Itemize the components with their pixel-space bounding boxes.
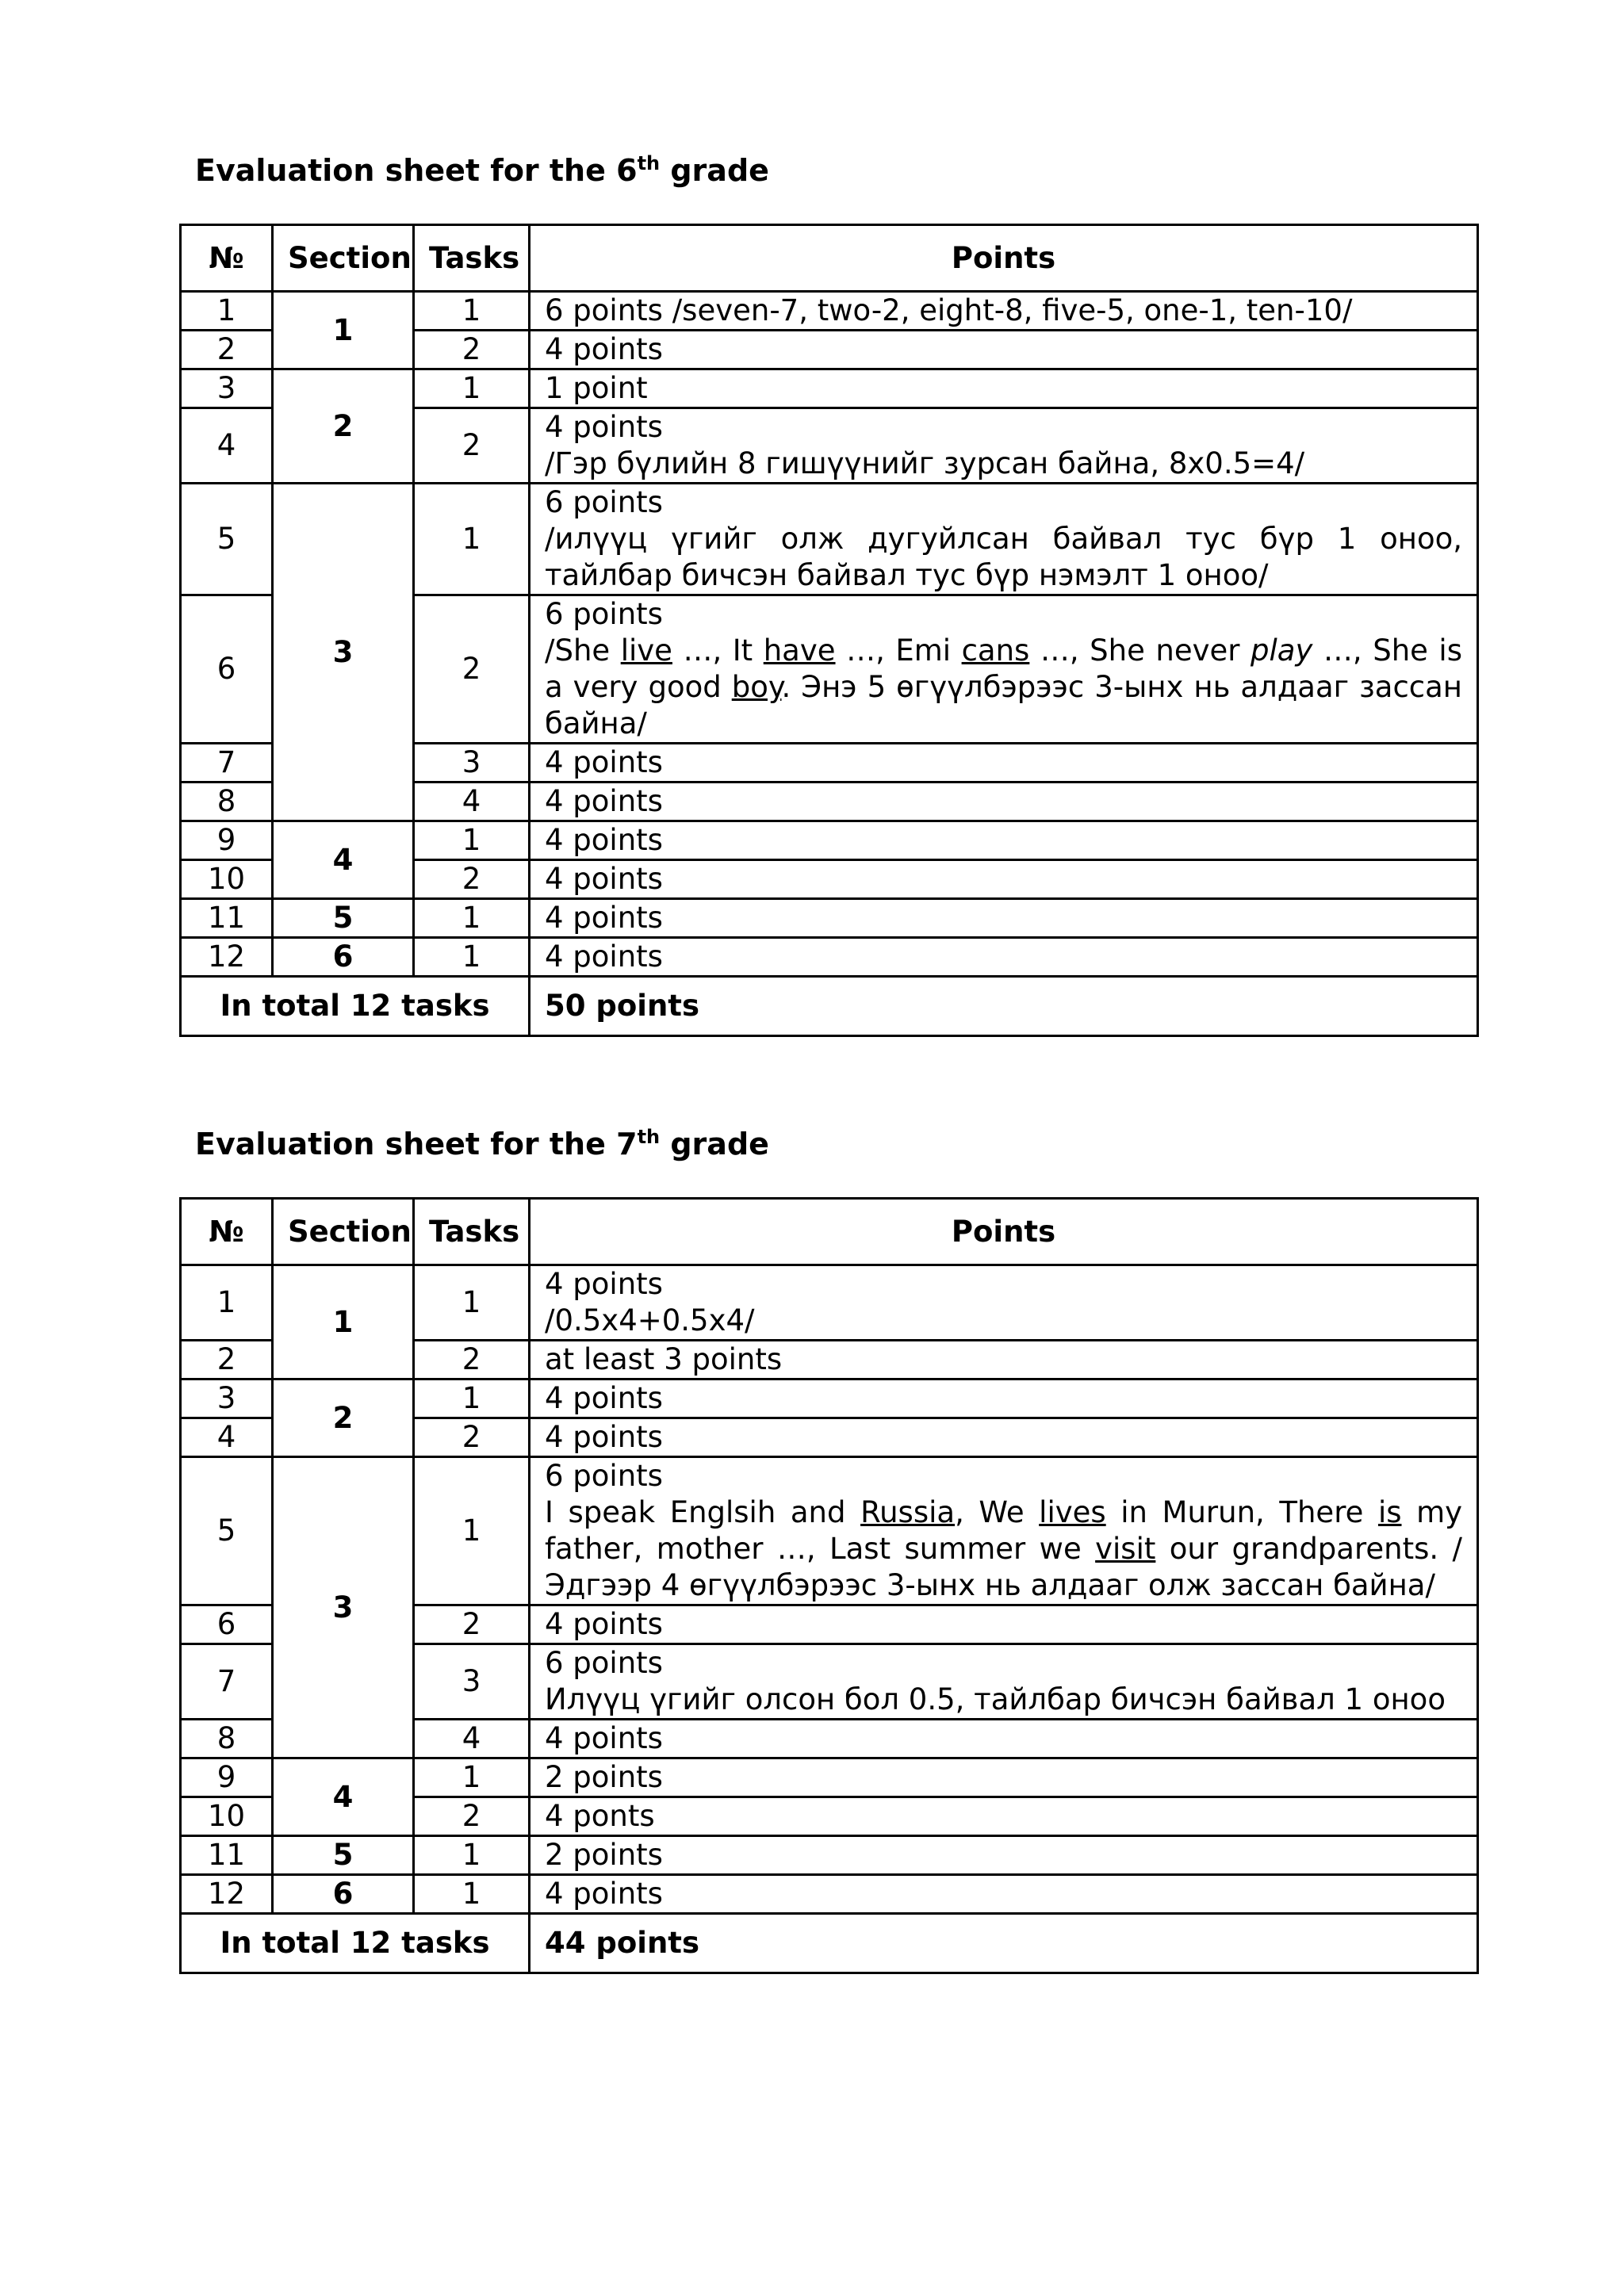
row-points: 2 points <box>530 1836 1478 1875</box>
row-task: 1 <box>414 1875 530 1914</box>
row-num: 3 <box>181 369 273 408</box>
col-header-points: Points <box>530 1199 1478 1265</box>
total-row <box>181 1914 1478 1973</box>
table-row <box>181 1836 1478 1875</box>
section-cell: 3 <box>273 484 414 821</box>
table-header-row <box>181 225 1478 292</box>
grade7-heading: Evaluation sheet for the 7th grade <box>195 1126 769 1161</box>
row-task: 2 <box>414 331 530 369</box>
row-task: 1 <box>414 821 530 860</box>
points-note: /0.5x4+0.5x4/ <box>545 1303 755 1337</box>
section-cell: 6 <box>273 938 414 977</box>
row-points <box>530 1644 1478 1720</box>
row-num: 9 <box>181 821 273 860</box>
points-note: Илүүц үгийг олсон бол 0.5, тайлбар бичсэн байвал 1 оноо <box>545 1682 1446 1716</box>
total-points: 44 points <box>530 1914 1478 1973</box>
table-row <box>181 1380 1478 1418</box>
row-num: 1 <box>181 1265 273 1341</box>
row-num: 9 <box>181 1758 273 1797</box>
row-points: 2 points <box>530 1758 1478 1797</box>
grade7-table <box>179 1197 1479 1974</box>
total-label: In total 12 tasks <box>181 977 530 1036</box>
row-points: 4 points <box>530 783 1478 821</box>
row-num: 5 <box>181 484 273 595</box>
section-cell: 3 <box>273 1457 414 1758</box>
points-line: 6 points <box>545 1459 663 1493</box>
row-num: 11 <box>181 899 273 938</box>
row-points: 4 points <box>530 1418 1478 1457</box>
row-task: 1 <box>414 938 530 977</box>
table-header-row <box>181 1199 1478 1265</box>
table-row <box>181 938 1478 977</box>
points-note: /илүүц үгийг олж дугуйлсан байвал тус бүр 1 оноо, тайлбар бичсэн байвал тус бүр нэмэлт 1 оноо/ <box>545 522 1462 592</box>
row-num: 8 <box>181 1720 273 1758</box>
row-num: 2 <box>181 331 273 369</box>
row-num: 7 <box>181 1644 273 1720</box>
table-row <box>181 1265 1478 1341</box>
row-task: 2 <box>414 408 530 484</box>
row-points: 4 points <box>530 331 1478 369</box>
total-points: 50 points <box>530 977 1478 1036</box>
col-header-num: № <box>181 1199 273 1265</box>
row-points <box>530 1457 1478 1605</box>
section-cell: 4 <box>273 821 414 899</box>
grade6-table <box>179 224 1479 1037</box>
row-points: 4 points <box>530 744 1478 783</box>
points-note: /Гэр бүлийн 8 гишүүнийг зурсан байна, 8x0.5=4/ <box>545 446 1305 480</box>
row-task: 4 <box>414 1720 530 1758</box>
section-cell: 5 <box>273 1836 414 1875</box>
row-task: 1 <box>414 484 530 595</box>
col-header-section: Section <box>273 225 414 292</box>
row-task: 2 <box>414 1797 530 1836</box>
points-line: 6 points <box>545 597 663 631</box>
row-task: 1 <box>414 369 530 408</box>
row-task: 1 <box>414 1457 530 1605</box>
col-header-tasks: Tasks <box>414 1199 530 1265</box>
row-points: 4 points <box>530 1380 1478 1418</box>
row-task: 3 <box>414 1644 530 1720</box>
row-points: 4 points <box>530 938 1478 977</box>
col-header-num: № <box>181 225 273 292</box>
row-num: 6 <box>181 595 273 744</box>
table-row <box>181 484 1478 595</box>
row-num: 4 <box>181 408 273 484</box>
row-points: 4 points <box>530 1875 1478 1914</box>
row-task: 3 <box>414 744 530 783</box>
row-points: 4 points <box>530 821 1478 860</box>
row-task: 1 <box>414 292 530 331</box>
row-num: 3 <box>181 1380 273 1418</box>
row-task: 1 <box>414 1380 530 1418</box>
row-num: 7 <box>181 744 273 783</box>
section-cell: 1 <box>273 292 414 369</box>
points-line: 6 points <box>545 1646 663 1680</box>
row-task: 4 <box>414 783 530 821</box>
section-cell: 2 <box>273 369 414 484</box>
row-points: 4 points <box>530 860 1478 899</box>
row-num: 6 <box>181 1605 273 1644</box>
points-line: 4 points <box>545 410 663 444</box>
points-note: /She live …, It have …, Emi cans …, She never play …, She is a very good boy. Энэ 5 өгүүлбэрээс 3-ынх нь алдааг зассан байна/ <box>545 633 1463 740</box>
table-row <box>181 1758 1478 1797</box>
table-row <box>181 369 1478 408</box>
row-num: 11 <box>181 1836 273 1875</box>
col-header-section: Section <box>273 1199 414 1265</box>
row-task: 2 <box>414 1341 530 1380</box>
row-task: 1 <box>414 1758 530 1797</box>
table-row <box>181 292 1478 331</box>
row-points: 4 points <box>530 1720 1478 1758</box>
row-num: 1 <box>181 292 273 331</box>
section-cell: 4 <box>273 1758 414 1836</box>
row-task: 1 <box>414 1836 530 1875</box>
total-row <box>181 977 1478 1036</box>
table-row <box>181 821 1478 860</box>
points-line: 6 points <box>545 485 663 519</box>
row-task: 2 <box>414 860 530 899</box>
table-row <box>181 1457 1478 1605</box>
row-num: 4 <box>181 1418 273 1457</box>
row-task: 1 <box>414 899 530 938</box>
row-task: 2 <box>414 1418 530 1457</box>
section-cell: 2 <box>273 1380 414 1457</box>
points-line: 4 points <box>545 1267 663 1301</box>
row-points: 1 point <box>530 369 1478 408</box>
row-points: 4 points <box>530 899 1478 938</box>
col-header-points: Points <box>530 225 1478 292</box>
row-num: 12 <box>181 938 273 977</box>
row-task: 2 <box>414 595 530 744</box>
section-cell: 1 <box>273 1265 414 1380</box>
total-label: In total 12 tasks <box>181 1914 530 1973</box>
section-cell: 5 <box>273 899 414 938</box>
row-num: 8 <box>181 783 273 821</box>
points-note: I speak Englsih and Russia, We lives in Murun, There is my father, mother …, Last summer we visit our grandparents. /Эдгээр 4 өгүүлбэрээс 3-ынх нь алдааг олж зассан байна/ <box>545 1495 1463 1602</box>
row-points: 4 points <box>530 1605 1478 1644</box>
table-row <box>181 899 1478 938</box>
row-task: 2 <box>414 1605 530 1644</box>
row-num: 12 <box>181 1875 273 1914</box>
row-points <box>530 408 1478 484</box>
col-header-tasks: Tasks <box>414 225 530 292</box>
row-num: 10 <box>181 1797 273 1836</box>
row-num: 10 <box>181 860 273 899</box>
row-points: at least 3 points <box>530 1341 1478 1380</box>
row-points: 4 ponts <box>530 1797 1478 1836</box>
row-points <box>530 595 1478 744</box>
row-points <box>530 1265 1478 1341</box>
row-num: 2 <box>181 1341 273 1380</box>
grade6-heading: Evaluation sheet for the 6th grade <box>195 152 769 188</box>
row-points: 6 points /seven-7, two-2, eight-8, five-5, one-1, ten-10/ <box>530 292 1478 331</box>
row-task: 1 <box>414 1265 530 1341</box>
table-row <box>181 1875 1478 1914</box>
row-num: 5 <box>181 1457 273 1605</box>
row-points <box>530 484 1478 595</box>
section-cell: 6 <box>273 1875 414 1914</box>
